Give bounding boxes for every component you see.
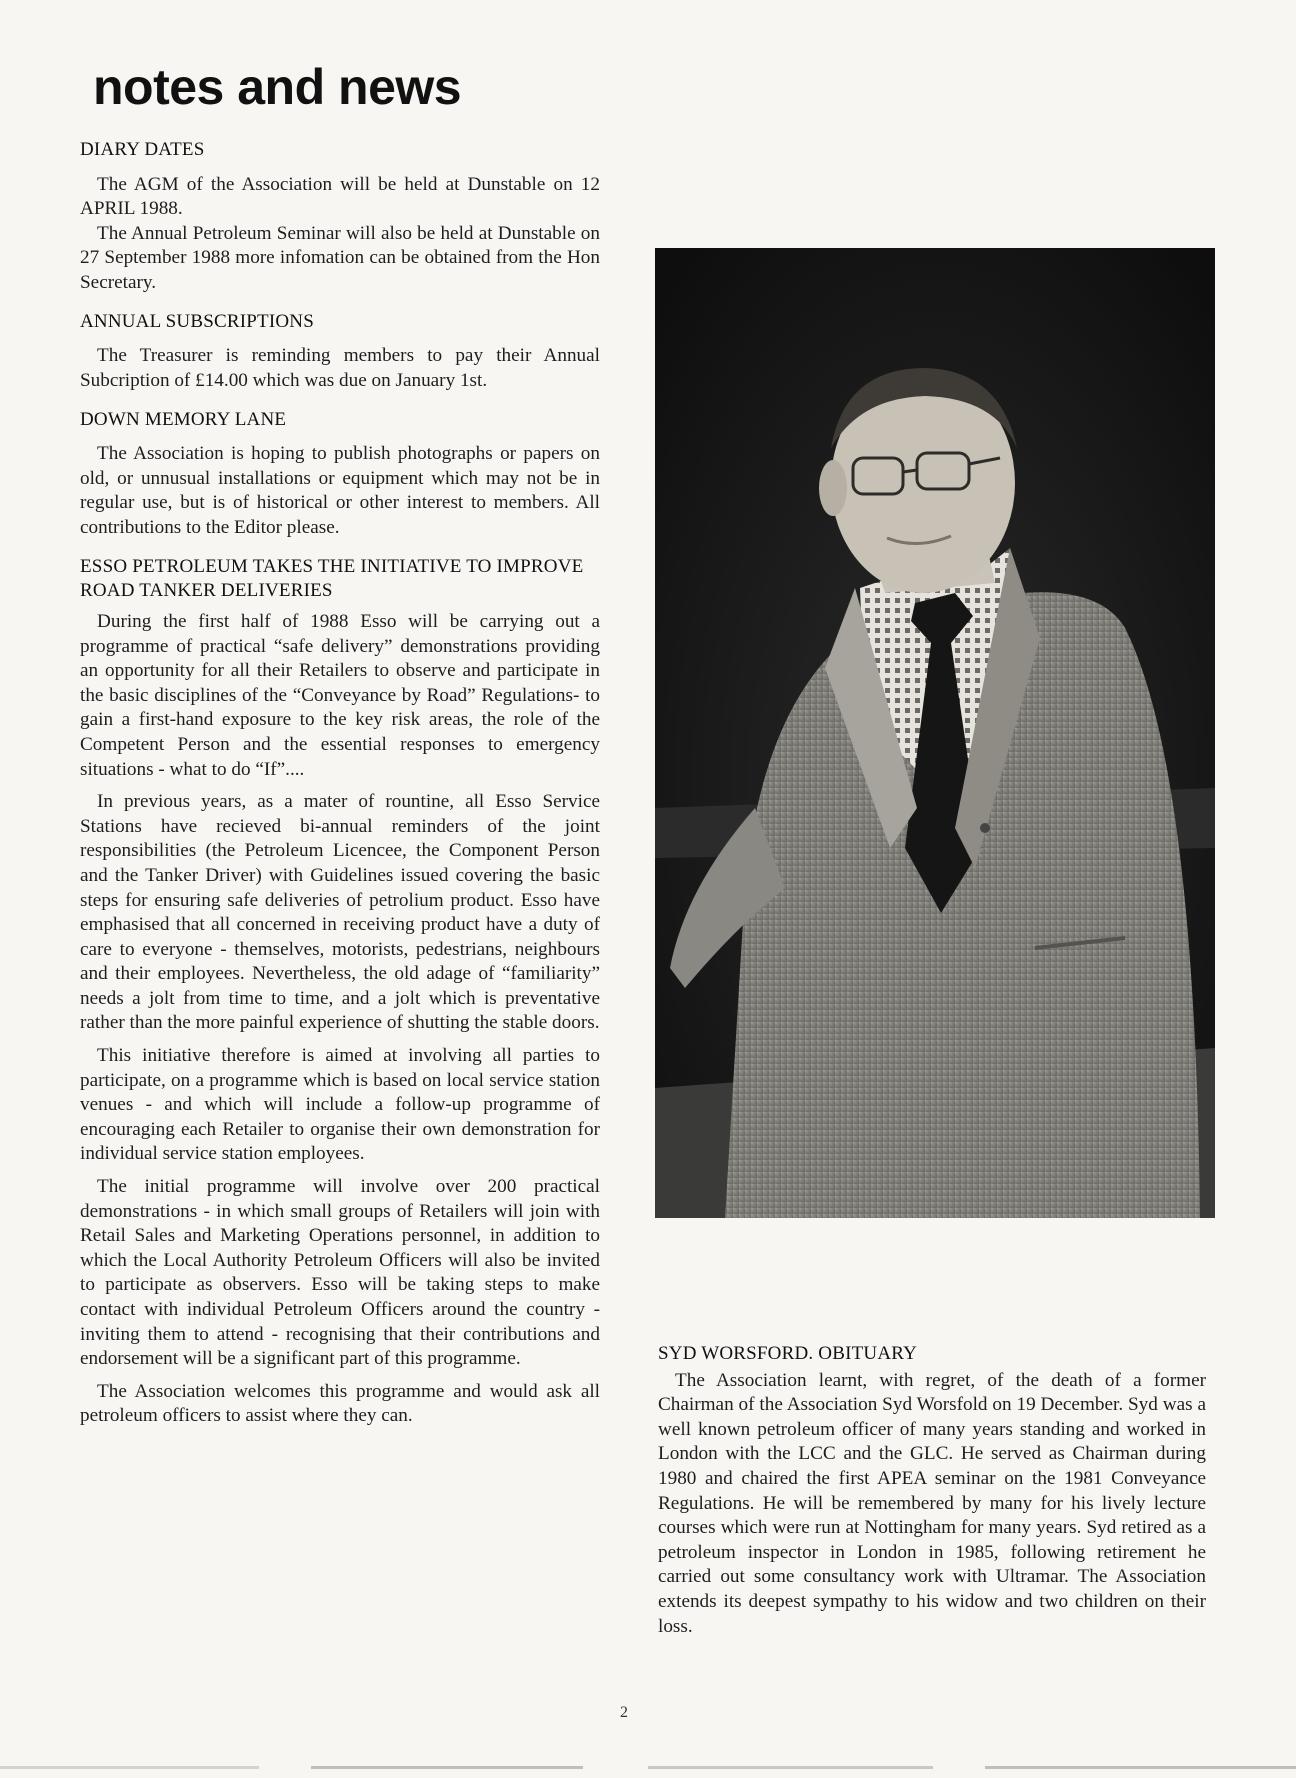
portrait-photo — [655, 248, 1215, 1218]
section-heading: DIARY DATES — [80, 139, 205, 160]
section-heading: DOWN MEMORY LANE — [80, 408, 287, 430]
page-title: notes and news — [93, 59, 462, 115]
page-number: 2 — [620, 1704, 628, 1721]
paragraph: The Association welcomes this programme and would ask all petroleum officers to assist where they can. — [80, 1380, 600, 1427]
left-column — [80, 138, 600, 1443]
paragraph: The Treasurer is reminding members to pay their Annual Subcription of £14.00 which was due on January 1st. — [80, 345, 600, 391]
section-diary-dates — [80, 138, 600, 296]
paragraph: In previous years, as a mater of rountine, all Esso Service Stations have recieved bi-annual reminders of the joint responsibilities (the Petroleum Licencee, the Component Person and the Tanker Driver) with Guidelines issued covering the basic steps for ensuring safe deliveries of petrolium product. Esso have emphasised that all concerned in receiving product have a duty of care to everyone - themselves, motorists, pedestrians, neighbours and their employees. Nevertheless, the old adage of “familiarity” needs a jolt from time to time, and a jolt which is preventative rather than the more painful experience of shutting the stable doors. — [80, 791, 600, 1034]
section-down-memory-lane — [80, 408, 600, 541]
section-heading: ESSO PETROLEUM TAKES THE INITIATIVE TO IMPROVE ROAD TANKER DELIVERIES — [80, 555, 584, 602]
paragraph: This initiative therefore is aimed at involving all parties to participate, on a programme which is based on local service station venues - and which will include a follow-up programme of encouraging each Retailer to organise their own demonstration for individual service station employees. — [80, 1045, 600, 1165]
portrait-illustration — [655, 248, 1215, 1218]
paragraph: The AGM of the Association will be held at Dunstable on 12 APRIL 1988. — [80, 173, 600, 220]
section-heading: ANNUAL SUBSCRIPTIONS — [80, 310, 314, 332]
obituary-column — [658, 1342, 1206, 1647]
section-esso-initiative — [80, 555, 600, 1429]
bottom-rule — [0, 1766, 1296, 1769]
section-annual-subscriptions — [80, 310, 600, 394]
paragraph: The Annual Petroleum Seminar will also be held at Dunstable on 27 September 1988 more infomation can be obtained from the Hon Secretary. — [80, 222, 600, 294]
paragraph: During the first half of 1988 Esso will be carrying out a programme of practical “safe delivery” demonstrations providing an opportunity for all their Retailers to observe and participate in the basic disciplines of the “Conveyance by Road” Regulations- to gain a first-hand exposure to the key risk areas, the role of the Competent Person and the essential responses to emergency situations - what to do “If”.... — [80, 610, 600, 780]
paragraph: The initial programme will involve over 200 practical demonstrations - in which small groups of Retailers will join with Retail Sales and Marketing Operations personnel, in addition to which the Local Authority Petroleum Officers will also be invited to participate as observers. Esso will be taking steps to make contact with individual Petroleum Officers around the country - inviting them to attend - recognising that their contributions and endorsement will be a significant part of this programme. — [80, 1176, 600, 1370]
section-heading: SYD WORSFORD. OBITUARY — [658, 1343, 918, 1364]
paragraph: The Association learnt, with regret, of the death of a former Chairman of the Association Syd Worsfold on 19 December. Syd was a well known petroleum officer of many years standing and worked in London with the LCC and the GLC. He served as Chairman during 1980 and chaired the first APEA seminar on the 1981 Conveyance Regulations. He will be remembered by many for his lively lecture courses which were run at Nottingham for many years. Syd retired as a petroleum inspector in London in 1985, following retirement he carried out some consultancy work with Ultramar. The Association extends its deepest sympathy to his widow and two children on their loss. — [658, 1369, 1206, 1637]
paragraph: The Association is hoping to publish photographs or papers on old, or unnusual installations or equipment which may not be in regular use, but is of historical or other interest to members. All contributions to the Editor please. — [80, 443, 600, 538]
